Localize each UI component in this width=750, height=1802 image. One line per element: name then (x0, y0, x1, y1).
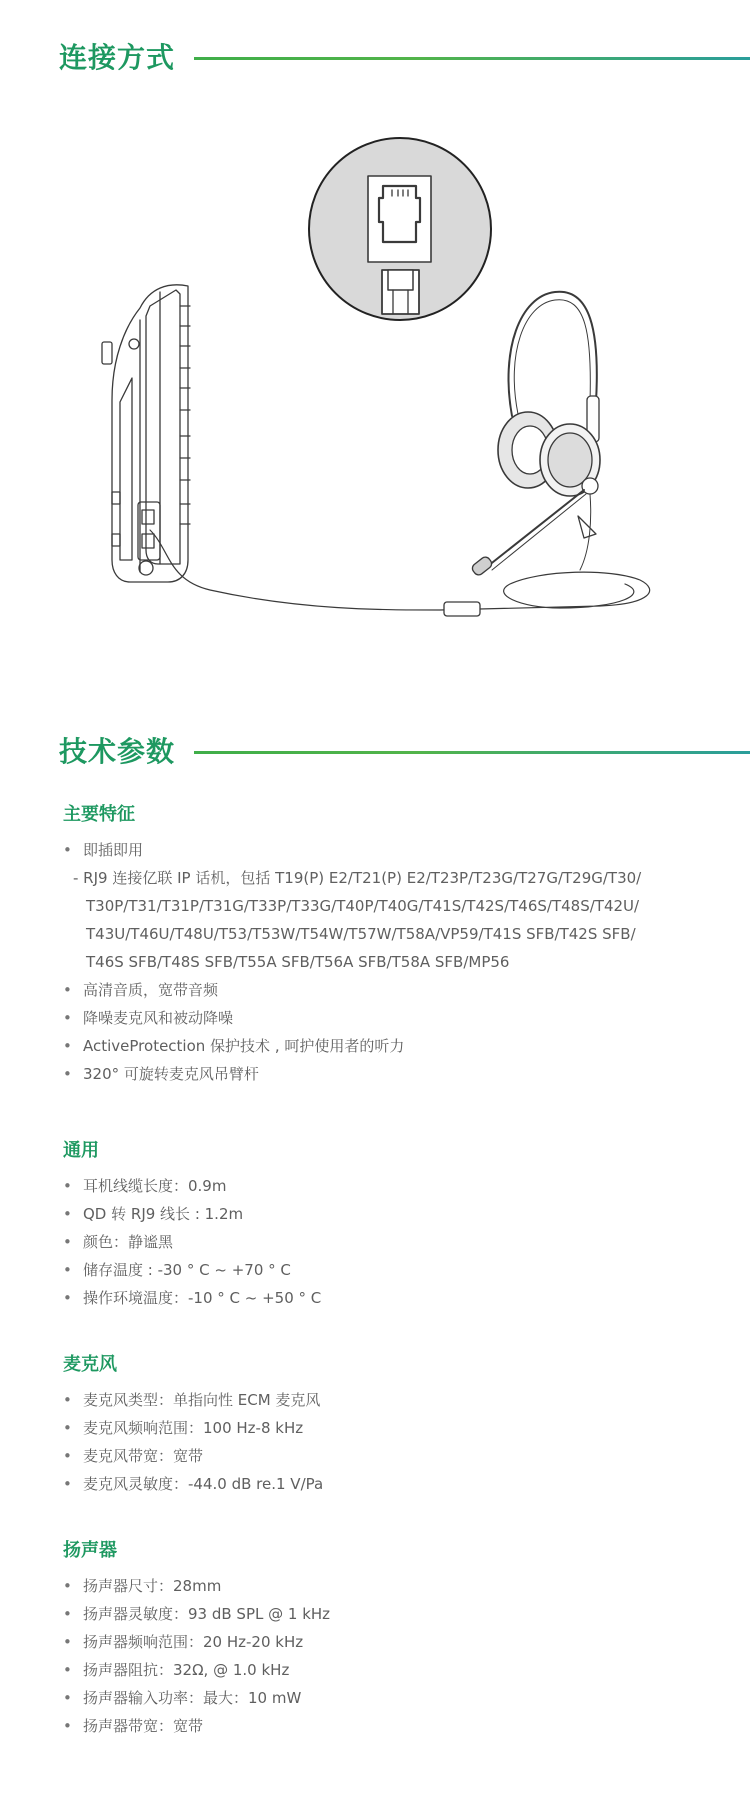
specs-title-rule (194, 751, 750, 754)
list-item: • 扬声器尺寸：28mm (63, 1572, 733, 1600)
main-features-title: 主要特征 (63, 804, 135, 825)
microphone-list (63, 1386, 733, 1498)
list-item: • 320° 可旋转麦克风吊臂杆 (63, 1060, 733, 1088)
connection-title-rule (194, 57, 750, 60)
list-item: • 颜色：静谧黑 (63, 1228, 733, 1256)
rj9-line: T46S SFB/T48S SFB/T55A SFB/T56A SFB/T58A SFB/MP56 (86, 953, 510, 971)
rj9-compatibility-item (63, 864, 733, 976)
list-item: • 耳机线缆长度：0.9m (63, 1172, 733, 1200)
speaker-block (63, 1538, 733, 1740)
list-item: • 扬声器带宽：宽带 (63, 1712, 733, 1740)
list-item: • 储存温度 : -30 ° C ~ +70 ° C (63, 1256, 733, 1284)
microphone-title: 麦克风 (63, 1354, 117, 1375)
list-item: • ActiveProtection 保护技术 , 呵护使用者的听力 (63, 1032, 733, 1060)
list-item: • 即插即用 (63, 836, 733, 864)
connection-section-header (59, 38, 750, 78)
general-title: 通用 (63, 1140, 99, 1161)
list-item: • 麦克风类型：单指向性 ECM 麦克风 (63, 1386, 733, 1414)
rj9-port-magnifier (309, 138, 491, 320)
list-item: • 麦克风带宽：宽带 (63, 1442, 733, 1470)
speaker-list (63, 1572, 733, 1740)
microphone-block (63, 1352, 733, 1498)
list-item: • 降噪麦克风和被动降噪 (63, 1004, 733, 1032)
main-features-list (63, 836, 733, 1088)
list-item: • 扬声器灵敏度：93 dB SPL @ 1 kHz (63, 1600, 733, 1628)
list-item: • 扬声器输入功率：最大：10 mW (63, 1684, 733, 1712)
rj9-line: T43U/T46U/T48U/T53/T53W/T54W/T57W/T58A/VP59/T41S SFB/T42S SFB/ (86, 925, 636, 943)
connection-diagram (0, 120, 750, 640)
main-features-block (63, 802, 733, 1088)
connection-title: 连接方式 (59, 41, 176, 74)
list-item: • 麦克风灵敏度：-44.0 dB re.1 V/Pa (63, 1470, 733, 1498)
qd-connector (444, 602, 480, 616)
specs-title: 技术参数 (59, 735, 176, 768)
headset-illustration (470, 292, 600, 577)
list-item: • 扬声器频响范围：20 Hz-20 kHz (63, 1628, 733, 1656)
list-item: • QD 转 RJ9 线长 : 1.2m (63, 1200, 733, 1228)
general-block (63, 1138, 733, 1312)
speaker-title: 扬声器 (63, 1540, 117, 1561)
specs-section-header (59, 732, 750, 772)
list-item: • 麦克风频响范围：100 Hz-8 kHz (63, 1414, 733, 1442)
headset-cable (150, 530, 650, 610)
phone-headset-illustration (0, 120, 750, 640)
list-item: • 操作环境温度：-10 ° C ~ +50 ° C (63, 1284, 733, 1312)
desk-phone-side-view (102, 285, 190, 582)
general-list (63, 1172, 733, 1312)
list-item: • 扬声器阻抗：32Ω, @ 1.0 kHz (63, 1656, 733, 1684)
rj9-line: - RJ9 连接亿联 IP 话机，包括 T19(P) E2/T21(P) E2/T23P/T23G/T27G/T29G/T30/ (73, 869, 642, 887)
rj9-line: T30P/T31/T31P/T31G/T33P/T33G/T40P/T40G/T41S/T42S/T46S/T48S/T42U/ (86, 897, 640, 915)
list-item: • 高清音质，宽带音频 (63, 976, 733, 1004)
